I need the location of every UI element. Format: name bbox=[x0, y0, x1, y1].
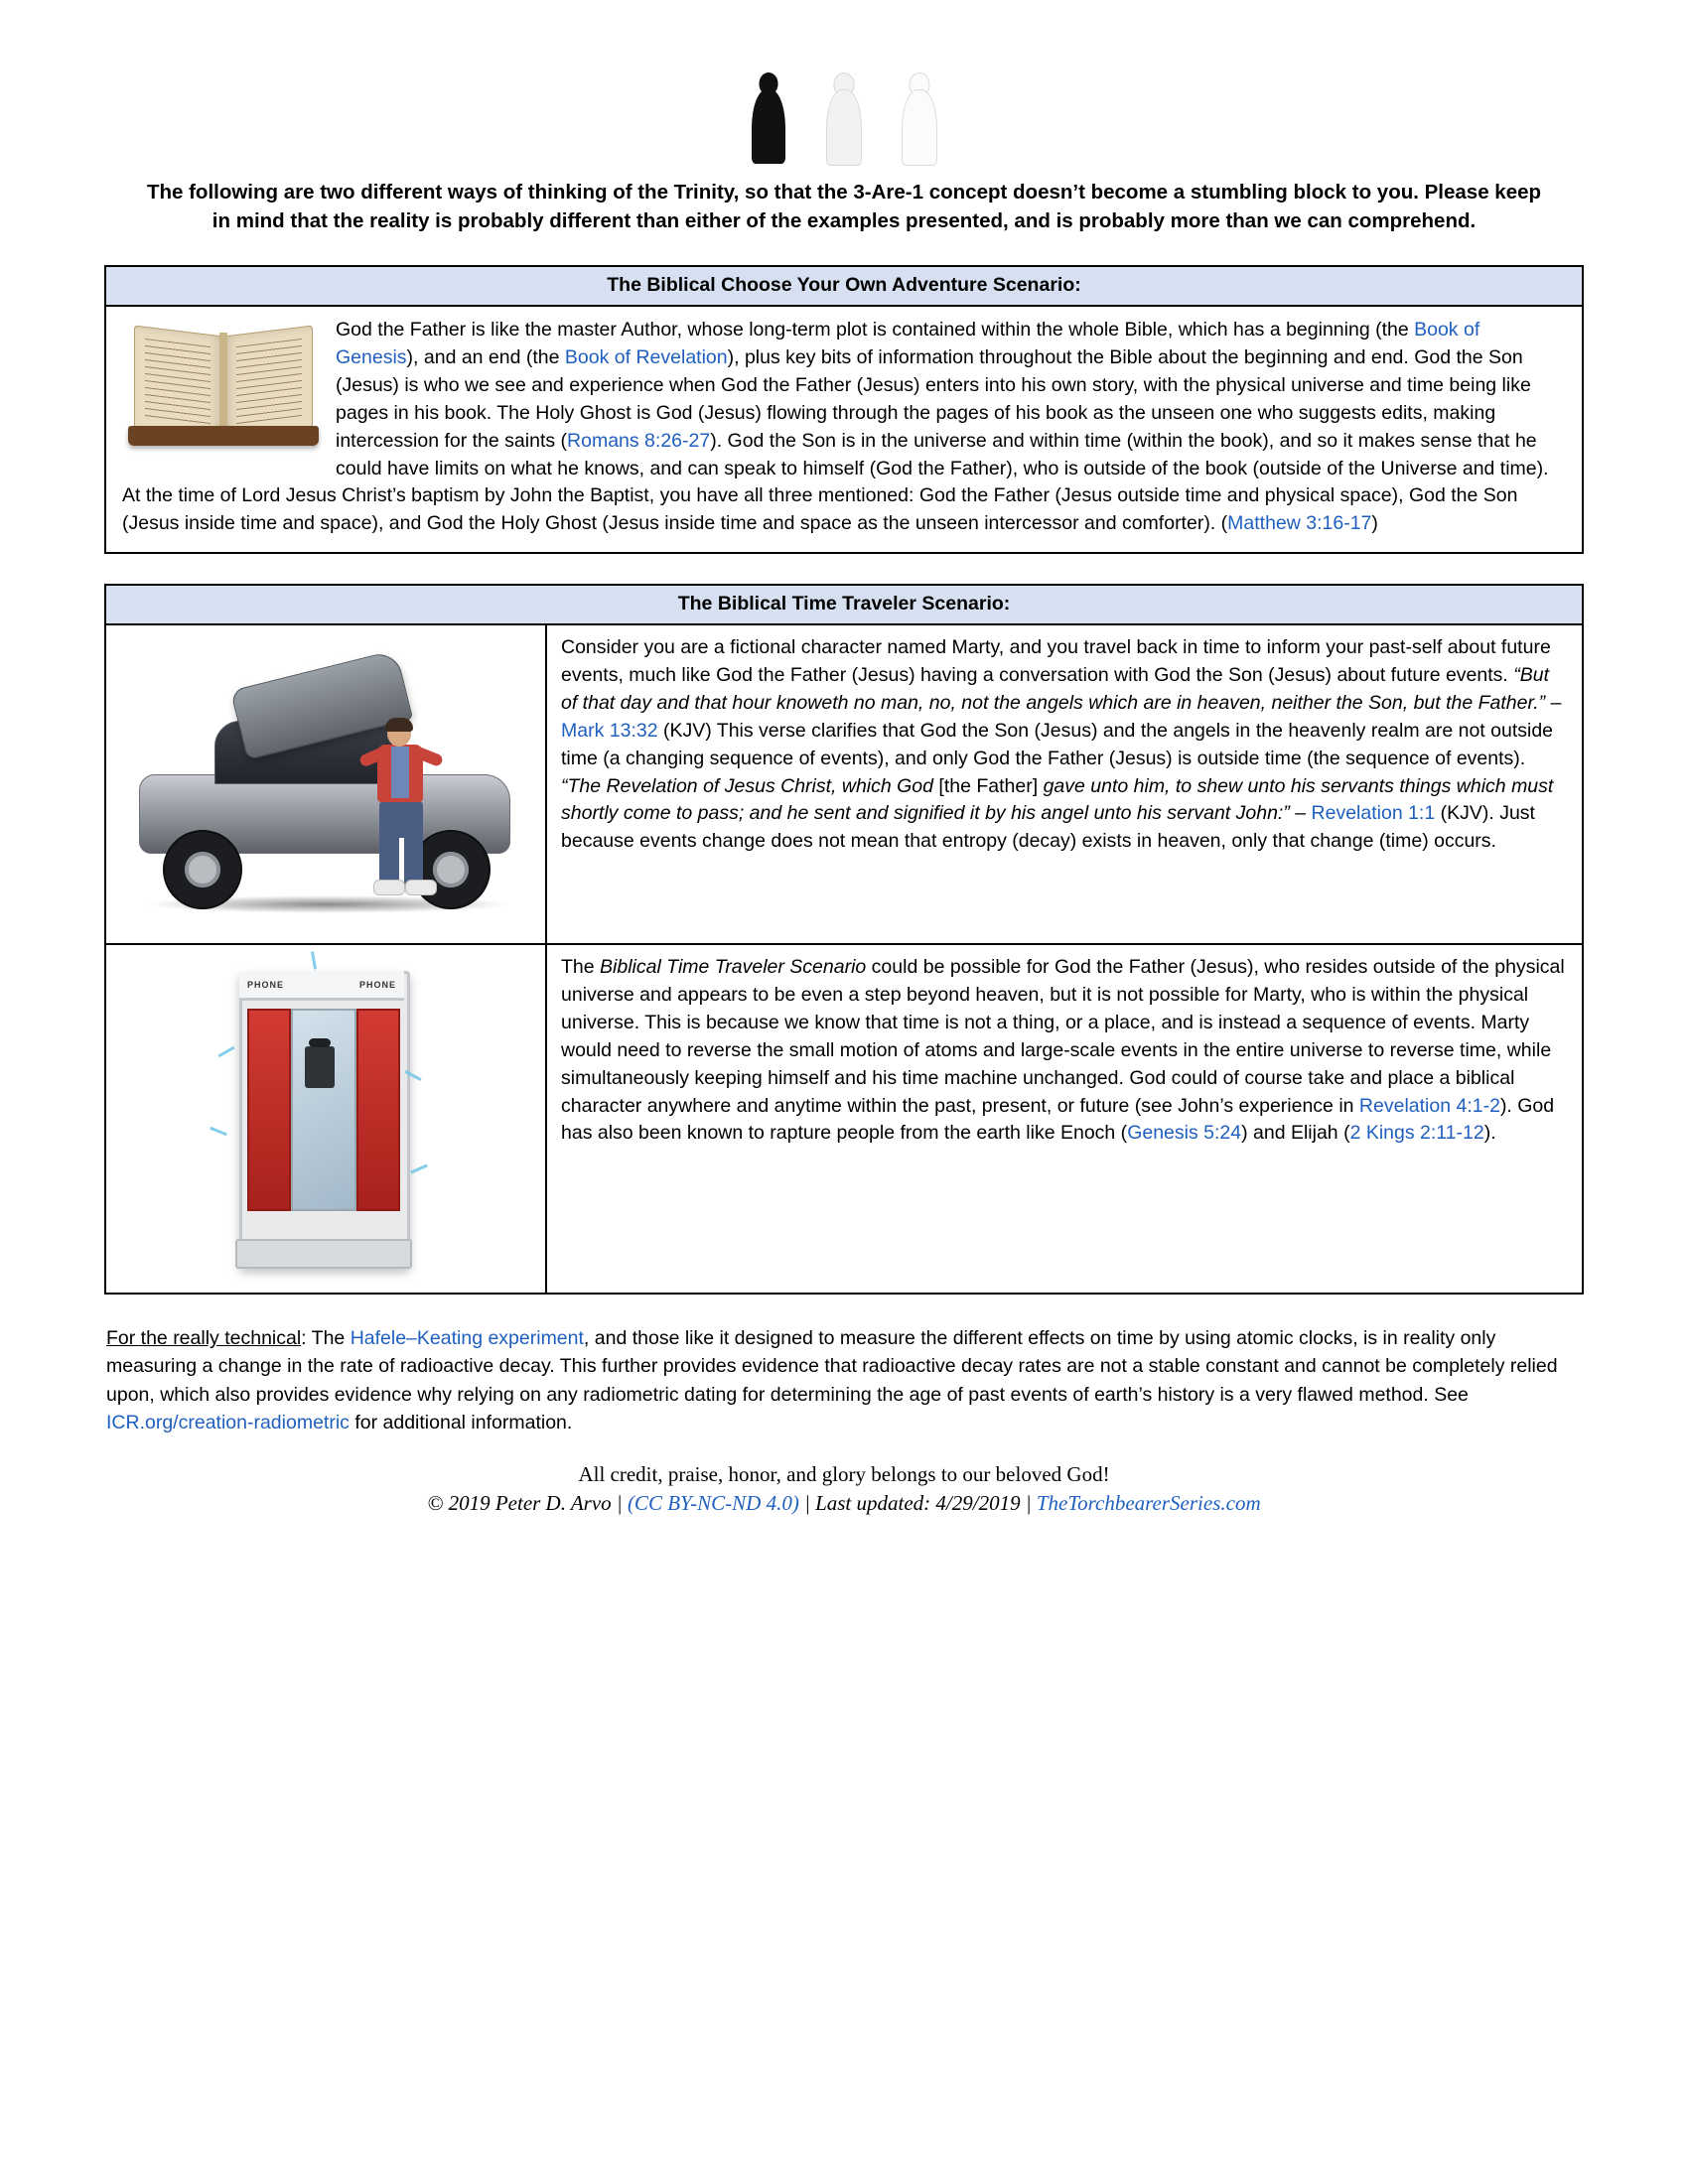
book-illustration bbox=[134, 331, 313, 448]
electric-bolt bbox=[311, 952, 317, 970]
row1-quote-2a: “The Revelation of Jesus Christ, which God bbox=[561, 774, 933, 797]
footer-copyright bbox=[104, 1491, 1584, 1516]
book-spine bbox=[219, 333, 227, 436]
row1-dash-1: – bbox=[1545, 691, 1562, 714]
link-genesis-5-24[interactable]: Genesis 5:24 bbox=[1127, 1122, 1242, 1145]
row2-text-d: ) and Elijah ( bbox=[1241, 1122, 1350, 1145]
figure-body bbox=[752, 89, 785, 164]
figure-dark-icon bbox=[746, 72, 791, 164]
scenario-1-text-c: ), plus key bits of information throughout the Bible about the beginning and end. God the Son (Jesus) is who we see and experience when God the Father (Jesus) enters into his own story, with the physical universe and time being like pages in his book. The Holy Ghost is God (Jesus) flowing through the pages of his book as the unseen one who suggests edits, making intercession for the saints ( bbox=[336, 346, 1531, 452]
link-torchbearer-series-site[interactable]: TheTorchbearerSeries.com bbox=[1036, 1491, 1261, 1516]
link-revelation-1-1[interactable]: Revelation 1:1 bbox=[1311, 802, 1436, 825]
scenario-2-row-1 bbox=[106, 625, 1582, 943]
book-text-lines-right bbox=[236, 339, 302, 426]
scenario-2-row-1-text bbox=[547, 625, 1582, 943]
booth-panel-left bbox=[247, 1009, 291, 1211]
technical-text-c: for additional information. bbox=[349, 1412, 573, 1434]
figure-body bbox=[902, 89, 937, 166]
booth-sign-left-label: PHONE bbox=[247, 979, 285, 990]
figure-light-1-icon bbox=[821, 72, 867, 164]
row1-quote-2b: gave unto him, to shew unto his servants things which must shortly come to pass; and he sent and signified it by his angel unto his servant John:” bbox=[561, 774, 1554, 825]
scenario-1-body bbox=[106, 307, 1582, 552]
scenario-1-text-b: ), and an end (the bbox=[406, 346, 565, 369]
link-book-of-revelation[interactable]: Book of Revelation bbox=[564, 346, 728, 369]
footer-copyright-b: | Last updated: 4/29/2019 | bbox=[798, 1491, 1037, 1516]
scenario-1-text-e: ) bbox=[1371, 512, 1378, 535]
technical-text-b: , and those like it designed to measure the different effects on time by using atomic clocks, is in reality only measuring a change in the rate of radioactive decay. This further provides evidence that radioactive decay rates are not a stable constant and cannot be completely relied upon, which also provides evidence why relying on any radiometric dating for determining the age of past events of earth’s history is a very flawed method. See bbox=[106, 1327, 1558, 1406]
book-text-lines-left bbox=[145, 339, 211, 426]
row2-text-b: could be possible for God the Father (Jesus), who resides outside of the physical universe and appears to be even a step beyond heaven, but it is not possible for Marty, who is within the physical universe. This is because we know that time is not a thing, or a place, and is instead a sequence of events. Marty would need to reverse the small motion of atoms and large-scale events in the entire universe to reverse time, while simultaneously keeping himself and his time machine unchanged. God could of course take and place a biblical character anywhere and anytime within the past, present, or future (see John’s experience in bbox=[561, 956, 1565, 1117]
link-mark-13-32[interactable]: Mark 13:32 bbox=[561, 719, 658, 742]
open-bible-icon bbox=[128, 319, 322, 473]
link-revelation-4-1-2[interactable]: Revelation 4:1-2 bbox=[1358, 1094, 1500, 1117]
booth-base bbox=[235, 1239, 412, 1269]
scenario-2-row-2 bbox=[106, 943, 1582, 1293]
marty-shoe-left bbox=[373, 880, 405, 895]
marty-shirt bbox=[391, 747, 409, 798]
car-wheel-front bbox=[163, 830, 242, 909]
phone-booth-image-cell bbox=[106, 945, 547, 1293]
page-footer bbox=[104, 1462, 1584, 1516]
scenario-1-text-a: God the Father is like the master Author, whose long-term plot is contained within the whole Bible, which has a beginning (the bbox=[336, 319, 1415, 341]
row1-quote-1: “But of that day and that hour knoweth no man, no, not the angels which are in heaven, neither the Son, but the Father.” bbox=[561, 664, 1550, 714]
booth-panel-right bbox=[356, 1009, 400, 1211]
technical-text-a: : The bbox=[301, 1327, 351, 1350]
scenario-1-title: The Biblical Choose Your Own Adventure Scenario: bbox=[106, 267, 1582, 307]
row1-text-a: Consider you are a fictional character named Marty, and you travel back in time to inform your past-self about future events, much like God the Father (Jesus) having a conversation with God the Son (Jesus) about future events. bbox=[561, 636, 1551, 687]
row1-bracket: [the Father] bbox=[933, 774, 1044, 797]
link-matthew-3-16-17[interactable]: Matthew 3:16-17 bbox=[1227, 512, 1372, 535]
technical-paragraph bbox=[104, 1324, 1584, 1436]
booth-top-sign bbox=[239, 971, 404, 1001]
marty-shoe-right bbox=[405, 880, 437, 895]
electric-bolt bbox=[410, 1164, 428, 1174]
phone-booth-icon bbox=[202, 955, 450, 1283]
row1-dash-2: – bbox=[1289, 802, 1312, 825]
delorean-image-cell bbox=[106, 625, 547, 943]
booth-sign-right-label: PHONE bbox=[358, 979, 396, 990]
trinity-figures bbox=[104, 60, 1584, 164]
marty-hair bbox=[385, 718, 413, 732]
marty-leg-gap bbox=[399, 838, 404, 886]
link-hafele-keating-experiment[interactable]: Hafele–Keating experiment bbox=[350, 1327, 584, 1350]
link-cc-license[interactable]: (CC BY-NC-ND 4.0) bbox=[627, 1491, 799, 1516]
scenario-1-box bbox=[104, 265, 1584, 554]
book-cover bbox=[128, 426, 319, 446]
row2-italic-title: Biblical Time Traveler Scenario bbox=[600, 956, 867, 979]
scenario-2-title: The Biblical Time Traveler Scenario: bbox=[106, 586, 1582, 625]
scenario-2-box bbox=[104, 584, 1584, 1295]
row1-text-c: (KJV). Just because events change does not mean that entropy (decay) exists in heaven, only that change (time) occurs. bbox=[561, 802, 1535, 853]
figure-body bbox=[826, 89, 862, 166]
link-romans-8-26-27[interactable]: Romans 8:26-27 bbox=[567, 429, 711, 452]
figure-light-2-icon bbox=[897, 72, 942, 164]
scenario-2-row-2-text bbox=[547, 945, 1582, 1293]
booth-phone-unit bbox=[305, 1046, 335, 1088]
marty-figure-icon bbox=[361, 721, 445, 905]
row2-text-e: ). bbox=[1483, 1122, 1496, 1145]
footer-copyright-a: © 2019 Peter D. Arvo | bbox=[427, 1491, 628, 1516]
row2-text-a: The bbox=[561, 956, 601, 979]
technical-label: For the really technical bbox=[106, 1327, 302, 1350]
row1-text-b: (KJV) This verse clarifies that God the Son (Jesus) and the angels in the heavenly realm are not outside time (a changing sequence of events), and only God the Father (Jesus) is outside time (the sequence of events). bbox=[561, 719, 1554, 769]
scenario-1-text-d: ). God the Son is in the universe and within time (within the book), and so it makes sense that he could have limits on what he knows, and can speak to himself (God the Father), who is outside of the book (outside of the Universe and time). At the time of Lord Jesus Christ’s baptism by John the Baptist, you have all three mentioned: God the Father (Jesus outside time and physical space), God the Son (Jesus inside time and space), and God the Holy Ghost (Jesus inside time and space as the unseen intercessor and comforter). ( bbox=[122, 429, 1549, 535]
delorean-icon bbox=[127, 635, 524, 933]
footer-credit: All credit, praise, honor, and glory belongs to our beloved God! bbox=[578, 1462, 1110, 1487]
link-icr-creation-radiometric[interactable]: ICR.org/creation-radiometric bbox=[106, 1412, 350, 1434]
row2-text-c: ). God has also been known to rapture people from the earth like Enoch ( bbox=[561, 1094, 1555, 1145]
link-book-of-genesis[interactable]: Book of Genesis bbox=[336, 319, 1480, 369]
electric-bolt bbox=[210, 1127, 227, 1137]
intro-paragraph: The following are two different ways of thinking of the Trinity, so that the 3-Are-1 concept doesn’t become a stumbling block to you. Please keep in mind that the reality is probably different than either of the examples presented, and is probably more than we can comprehend. bbox=[146, 181, 1542, 233]
link-2-kings-2-11-12[interactable]: 2 Kings 2:11-12 bbox=[1349, 1122, 1484, 1145]
electric-bolt bbox=[217, 1046, 234, 1058]
